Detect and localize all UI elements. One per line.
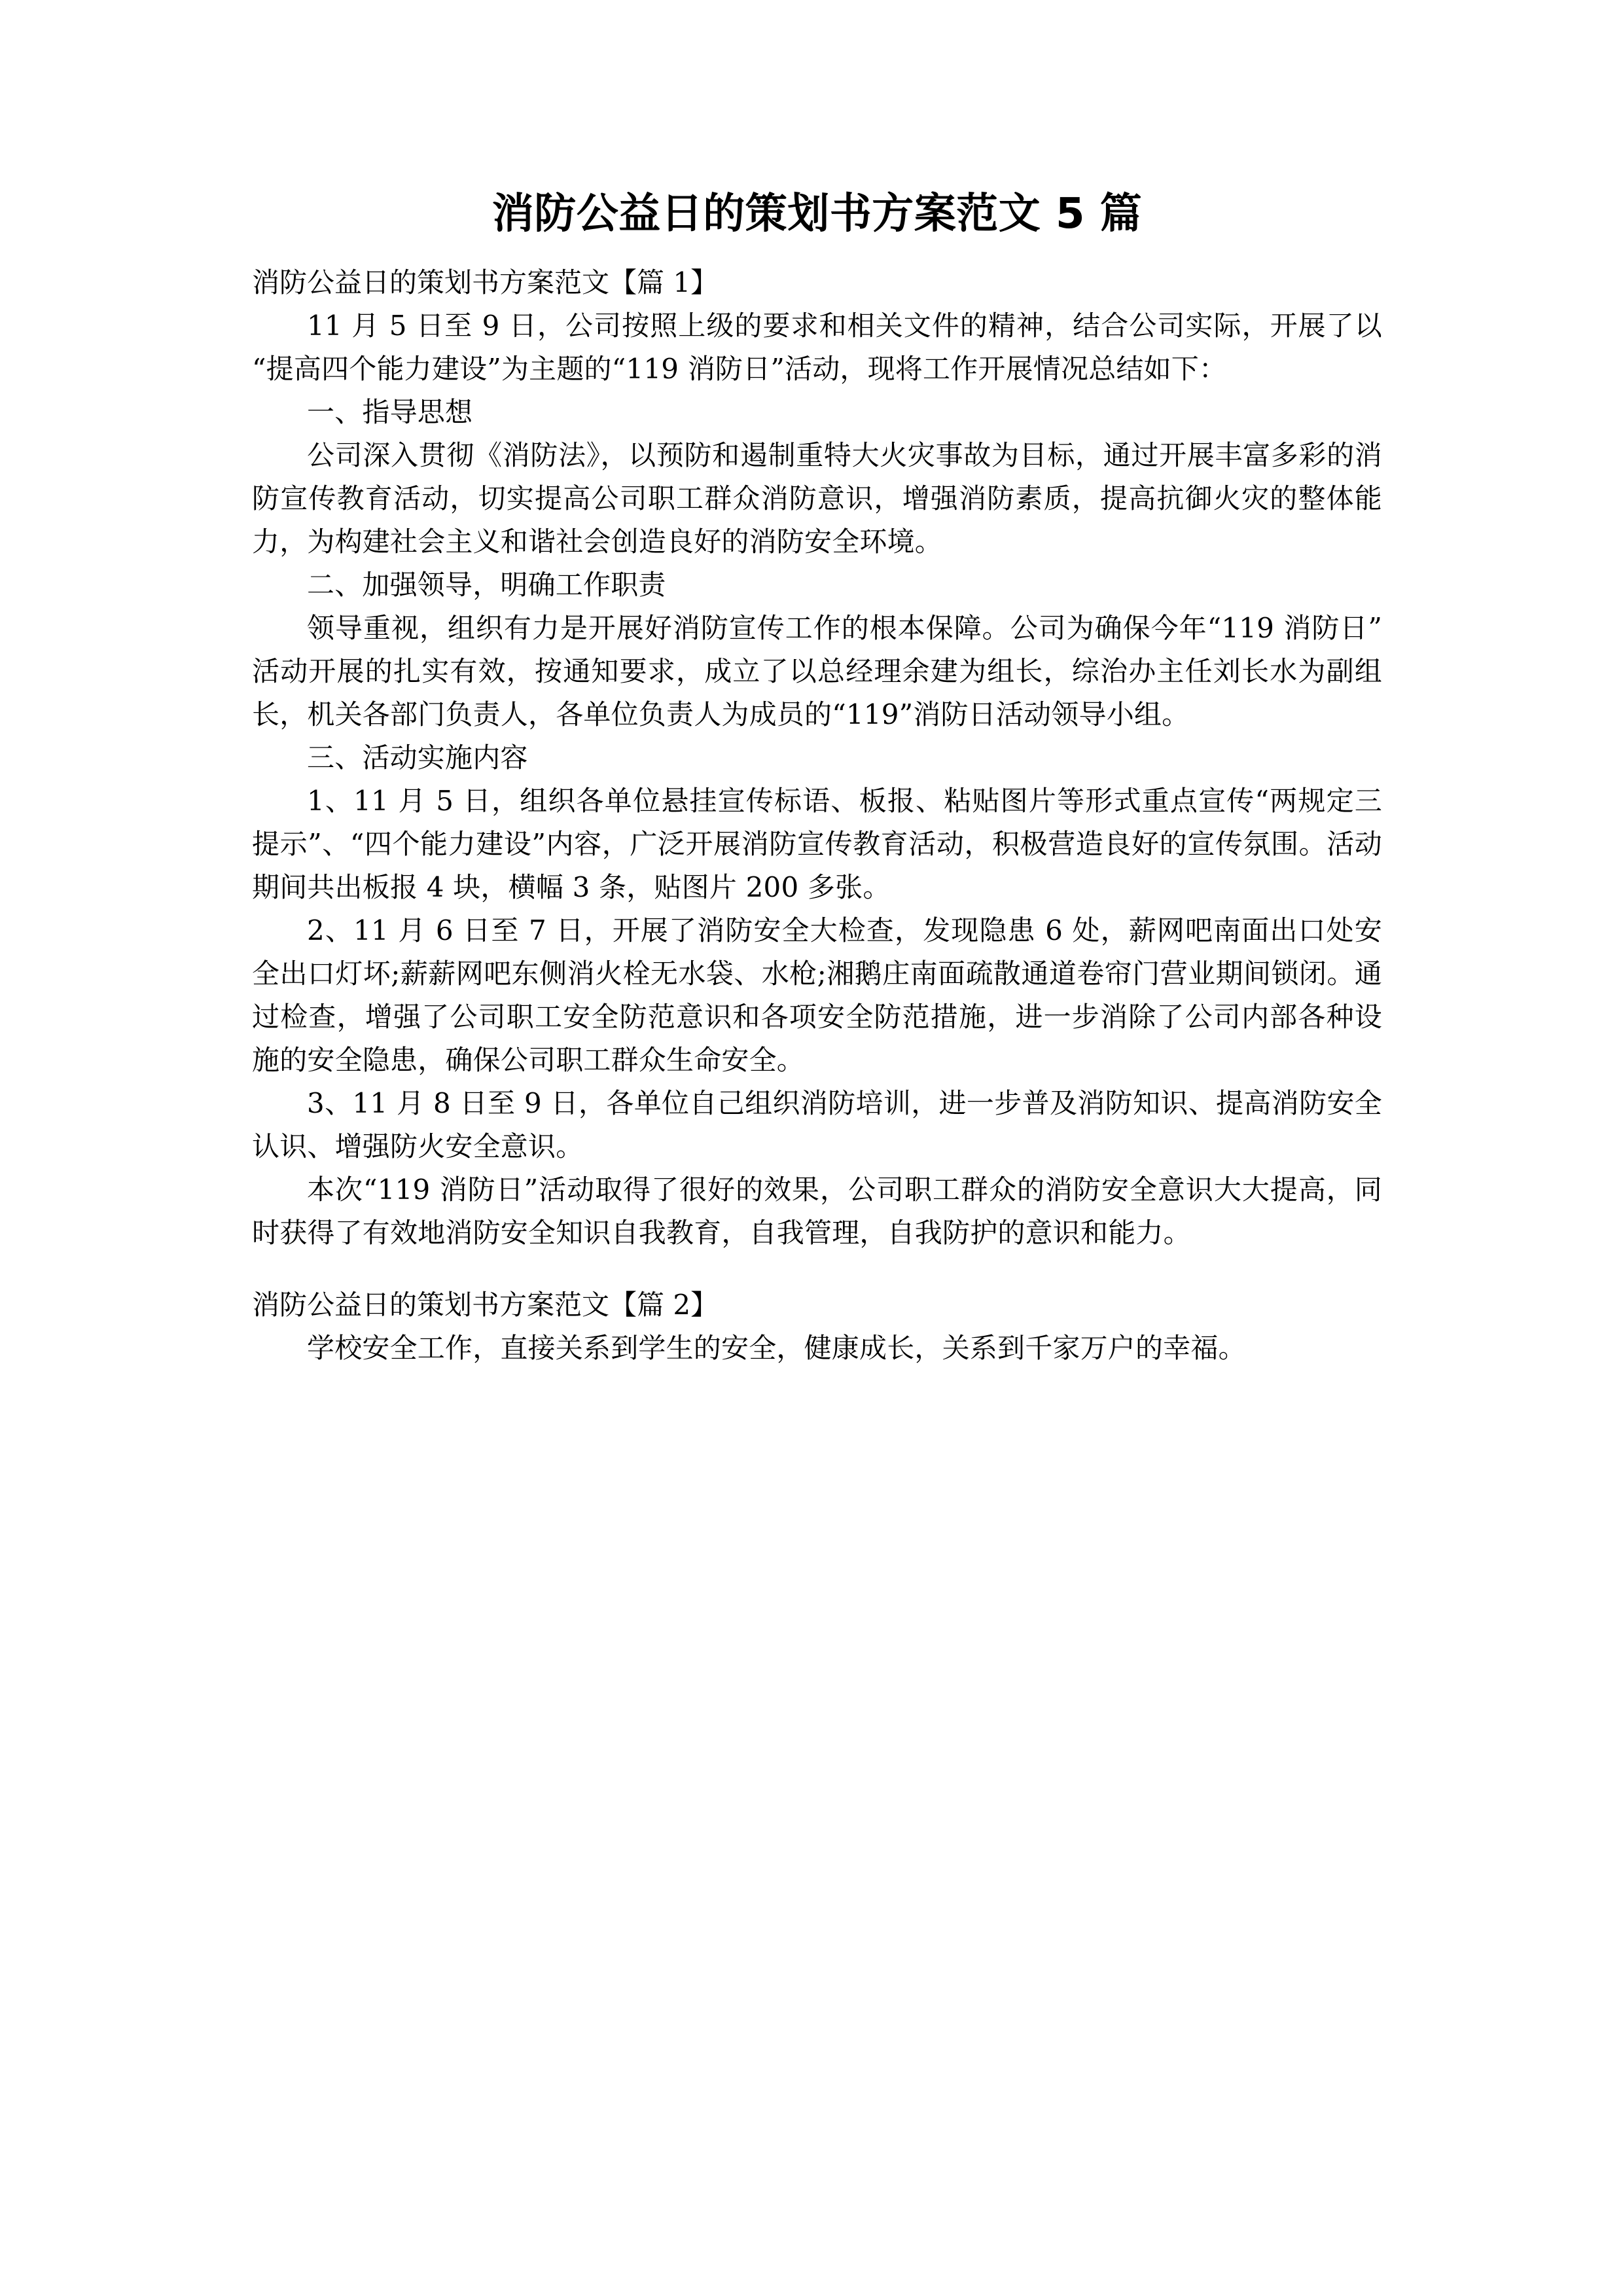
paragraph-leadership: 领导重视，组织有力是开展好消防宣传工作的根本保障。公司为确保今年“119 消防日”活动开展的扎实有效，按通知要求，成立了以总经理余建为组长，综治办主任刘长水为副组长，机关各部门负责人，各单位负责人为成员的“119”消防日活动领导小组。 — [252, 611, 1382, 730]
paragraph-guiding-ideology: 公司深入贯彻《消防法》，以预防和遏制重特大火灾事故为目标，通过开展丰富多彩的消防宣传教育活动，切实提高公司职工群众消防意识，增强消防素质，提高抗御火灾的整体能力，为构建社会主义和谐社会创造良好的消防安全环境。 — [252, 439, 1382, 558]
section-heading-1: 消防公益日的策划书方案范文【篇 1】 — [252, 266, 719, 298]
paragraph-item-1: 1、11 月 5 日，组织各单位悬挂宣传标语、板报、粘贴图片等形式重点宣传“两规定三提示”、“四个能力建设”内容，广泛开展消防宣传教育活动，积极营造良好的宣传氛围。活动期间共出板报 4 块，横幅 3 条，贴图片 200 多张。 — [252, 784, 1382, 903]
paragraph-conclusion: 本次“119 消防日”活动取得了很好的效果，公司职工群众的消防安全意识大大提高，同时获得了有效地消防安全知识自我教育，自我管理，自我防护的意识和能力。 — [252, 1173, 1382, 1249]
document-content — [252, 0, 1382, 1370]
section-spacer — [252, 1255, 1382, 1272]
section-heading-2: 消防公益日的策划书方案范文【篇 2】 — [252, 1288, 719, 1321]
paragraph-intro: 11 月 5 日至 9 日，公司按照上级的要求和相关文件的精神，结合公司实际，开展了以“提高四个能力建设”为主题的“119 消防日”活动，现将工作开展情况总结如下： — [252, 309, 1382, 385]
subsection-heading-one: 一、指导思想 — [307, 395, 473, 428]
subsection-heading-two: 二、加强领导，明确工作职责 — [307, 568, 666, 601]
paragraph-item-3: 3、11 月 8 日至 9 日，各单位自己组织消防培训，进一步普及消防知识、提高消防安全认识、增强防火安全意识。 — [252, 1086, 1382, 1162]
subsection-heading-three: 三、活动实施内容 — [307, 741, 528, 774]
paragraph-item-2: 2、11 月 6 日至 7 日，开展了消防安全大检查，发现隐患 6 处，薪网吧南面出口处安全出口灯坏;薪薪网吧东侧消火栓无水袋、水枪;湘鹅庄南面疏散通道卷帘门营业期间锁闭。通过检查，增强了公司职工安全防范意识和各项安全防范措施，进一步消除了公司内部各种设施的安全隐患，确保公司职工群众生命安全。 — [252, 914, 1382, 1076]
paragraph-section2-intro: 学校安全工作，直接关系到学生的安全，健康成长，关系到千家万户的幸福。 — [307, 1331, 1246, 1364]
page-title: 消防公益日的策划书方案范文 5 篇 — [491, 190, 1143, 238]
